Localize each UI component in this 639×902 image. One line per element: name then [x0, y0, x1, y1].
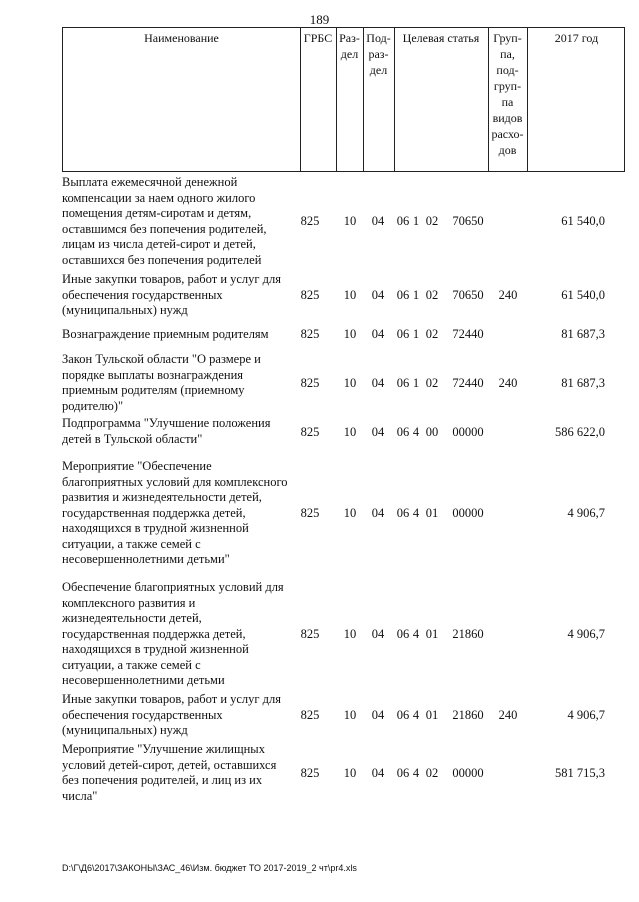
row-cs-subprogram: 1: [412, 327, 420, 341]
row-name: Обеспечение благоприятных условий для комплексного развития и жизнедеятельности детей, государственная поддержка детей, находящихся в трудной жизненной ситуации, а также семей с несовершеннолетними детьми: [62, 580, 284, 687]
header-razdel: Раз- дел: [339, 31, 360, 61]
page-number: 189: [309, 12, 330, 27]
file-path-footer: D:\Г\Д6\2017\ЗАКОНЫ\ЗАС_46\Изм. бюджет ТО 2017-2019_2 чт\pr4.xls: [62, 863, 357, 873]
row-cs-event: 02: [425, 376, 439, 390]
row-vr: 240: [498, 708, 518, 722]
row-razdel: 10: [343, 766, 357, 780]
row-amount: 81 687,3: [561, 327, 605, 341]
row-razdel: 10: [343, 327, 357, 341]
row-podrazdel: 04: [371, 327, 385, 341]
row-grbs: 825: [300, 766, 320, 780]
row-podrazdel: 04: [371, 425, 385, 439]
row-name: Мероприятие "Улучшение жилищных условий детей-сирот, детей, оставшихся без попечения родителей, и лиц из их числа": [62, 742, 277, 803]
row-cs-event: 00: [425, 425, 439, 439]
row-razdel: 10: [343, 506, 357, 520]
row-cs-direction: 72440: [452, 327, 484, 341]
row-razdel: 10: [343, 214, 357, 228]
row-razdel: 10: [343, 627, 357, 641]
row-grbs: 825: [300, 708, 320, 722]
row-cs-direction: 21860: [452, 627, 484, 641]
row-cs-event: 02: [425, 327, 439, 341]
header-podrazdel: Под- раз- дел: [366, 31, 391, 77]
row-amount: 4 906,7: [567, 506, 605, 520]
row-cs-subprogram: 4: [412, 425, 420, 439]
row-name: Закон Тульской области "О размере и порядке выплаты вознаграждения приемным родителям (приемному родителю)": [62, 352, 261, 413]
row-cs-event: 01: [425, 708, 439, 722]
row-name: Мероприятие "Обеспечение благоприятных условий для комплексного развития и жизнедеятельности детей, государственная поддержка детей, находящихся в трудной жизненной ситуации, а также семей с несовершеннолетними детьми": [62, 459, 288, 566]
row-cs-event: 01: [425, 627, 439, 641]
row-podrazdel: 04: [371, 376, 385, 390]
row-cs-event: 02: [425, 214, 439, 228]
row-amount: 61 540,0: [561, 214, 605, 228]
row-name: Иные закупки товаров, работ и услуг для обеспечения государственных (муниципальных) нужд: [62, 692, 282, 737]
row-cs-program: 06: [396, 327, 410, 341]
row-cs-program: 06: [396, 708, 410, 722]
row-cs-program: 06: [396, 376, 410, 390]
row-cs-program: 06: [396, 288, 410, 302]
row-cs-subprogram: 1: [412, 288, 420, 302]
row-vr: 240: [498, 376, 518, 390]
row-amount: 4 906,7: [567, 627, 605, 641]
row-cs-direction: 21860: [452, 708, 484, 722]
row-grbs: 825: [300, 214, 320, 228]
row-cs-subprogram: 4: [412, 627, 420, 641]
row-cs-direction: 00000: [452, 506, 484, 520]
row-cs-subprogram: 4: [412, 506, 420, 520]
row-cs-event: 02: [425, 288, 439, 302]
col-divider: [527, 28, 528, 171]
row-cs-program: 06: [396, 766, 410, 780]
row-cs-direction: 70650: [452, 214, 484, 228]
row-podrazdel: 04: [371, 766, 385, 780]
row-podrazdel: 04: [371, 506, 385, 520]
row-podrazdel: 04: [371, 288, 385, 302]
row-amount: 4 906,7: [567, 708, 605, 722]
row-cs-direction: 72440: [452, 376, 484, 390]
header-grbs: ГРБС: [303, 31, 333, 45]
header-name: Наименование: [144, 31, 219, 45]
row-cs-subprogram: 1: [412, 376, 420, 390]
row-amount: 61 540,0: [561, 288, 605, 302]
row-grbs: 825: [300, 627, 320, 641]
row-grbs: 825: [300, 506, 320, 520]
row-podrazdel: 04: [371, 214, 385, 228]
row-name: Иные закупки товаров, работ и услуг для обеспечения государственных (муниципальных) нужд: [62, 272, 282, 317]
col-divider: [394, 28, 395, 171]
row-name: Выплата ежемесячной денежной компенсации за наем одного жилого помещения детям-сиротам и детям, оставшимся без попечения родителей, лицам из числа детей-сирот и детей, оставшихся без попечения родителей: [62, 175, 267, 267]
row-cs-event: 01: [425, 506, 439, 520]
row-name: Вознаграждение приемным родителям: [62, 327, 269, 341]
row-podrazdel: 04: [371, 627, 385, 641]
row-cs-subprogram: 1: [412, 214, 420, 228]
row-name: Подпрограмма "Улучшение положения детей в Тульской области": [62, 416, 271, 446]
row-amount: 586 622,0: [555, 425, 605, 439]
row-cs-direction: 00000: [452, 766, 484, 780]
row-razdel: 10: [343, 376, 357, 390]
row-cs-program: 06: [396, 214, 410, 228]
row-amount: 81 687,3: [561, 376, 605, 390]
row-razdel: 10: [343, 288, 357, 302]
row-cs-program: 06: [396, 506, 410, 520]
row-razdel: 10: [343, 425, 357, 439]
row-cs-subprogram: 4: [412, 766, 420, 780]
header-cs: Целевая статья: [402, 31, 480, 45]
row-cs-subprogram: 4: [412, 708, 420, 722]
header-vr: Груп- па, под- груп- па видов расхо- дов: [491, 31, 524, 157]
row-podrazdel: 04: [371, 708, 385, 722]
header-year: 2017 год: [554, 31, 599, 45]
table-header: [62, 27, 625, 172]
row-cs-program: 06: [396, 627, 410, 641]
row-cs-direction: 00000: [452, 425, 484, 439]
row-cs-direction: 70650: [452, 288, 484, 302]
row-vr: 240: [498, 288, 518, 302]
row-razdel: 10: [343, 708, 357, 722]
row-grbs: 825: [300, 327, 320, 341]
row-cs-event: 02: [425, 766, 439, 780]
row-grbs: 825: [300, 376, 320, 390]
row-grbs: 825: [300, 425, 320, 439]
row-grbs: 825: [300, 288, 320, 302]
row-cs-program: 06: [396, 425, 410, 439]
row-amount: 581 715,3: [555, 766, 605, 780]
col-divider: [300, 28, 301, 171]
